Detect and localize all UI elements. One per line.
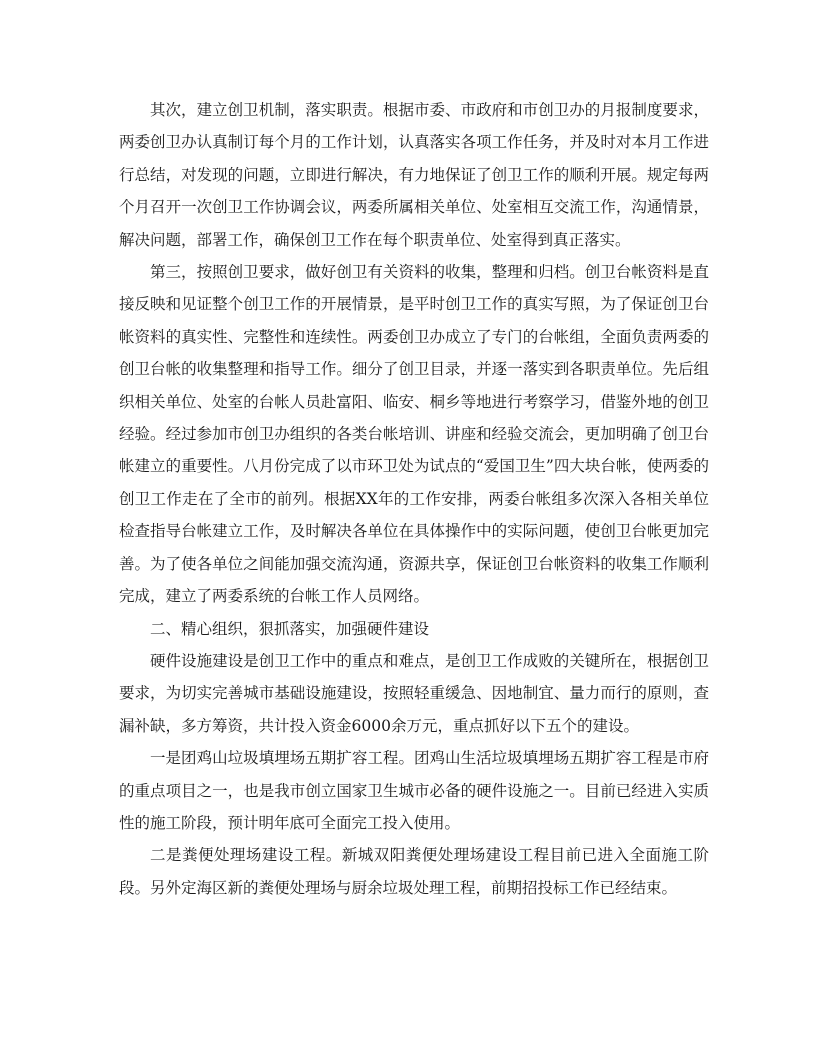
paragraph-mechanism: 其次，建立创卫机制，落实职责。根据市委、市政府和市创卫办的月报制度要求，两委创卫办认真制订每个月的工作计划，认真落实各项工作任务，并及时对本月工作进行总结，对发现的问题，立即进行解决，有力地保证了创卫工作的顺利开展。规定每两个月召开一次创卫工作协调会议，两委所属相关单位、处室相互交流工作，沟通情景，解决问题，部署工作，确保创卫工作在每个职责单位、处室得到真正落实。 xyxy=(119,101,709,249)
section-heading: 二、精心组织，狠抓落实，加强硬件建设 xyxy=(150,619,430,638)
paragraph-hardware: 硬件设施建设是创卫工作中的重点和难点，是创卫工作成败的关键所在，根据创卫要求，为切实完善城市基础设施建设，按照轻重缓急、因地制宜、量力而行的原则，查漏补缺，多方筹资，共计投入资金6000余万元，重点抓好以下五个的建设。 xyxy=(119,651,709,735)
document-page xyxy=(119,94,709,904)
paragraph-sewage: 二是粪便处理场建设工程。新城双阳粪便处理场建设工程目前已进入全面施工阶段。另外定海区新的粪便处理场与厨余垃圾处理工程，前期招投标工作已经结束。 xyxy=(119,846,709,897)
paragraph-landfill: 一是团鸡山垃圾填埋场五期扩容工程。团鸡山生活垃圾填埋场五期扩容工程是市府的重点项目之一，也是我市创立国家卫生城市必备的硬件设施之一。目前已经进入实质性的施工阶段，预计明年底可全面完工投入使用。 xyxy=(119,749,709,832)
paragraph-records: 第三，按照创卫要求，做好创卫有关资料的收集，整理和归档。创卫台帐资料是直接反映和见证整个创卫工作的开展情景，是平时创卫工作的真实写照，为了保证创卫台帐资料的真实性、完整性和连续性。两委创卫办成立了专门的台帐组，全面负责两委的创卫台帐的收集整理和指导工作。细分了创卫目录，并逐一落实到各职责单位。先后组织相关单位、处室的台帐人员赴富阳、临安、桐乡等地进行考察学习，借鉴外地的创卫经验。经过参加市创卫办组织的各类台帐培训、讲座和经验交流会，更加明确了创卫台帐建立的重要性。八月份完成了以市环卫处为试点的“爱国卫生”四大块台帐，使两委的创卫工作走在了全市的前列。根据XX年的工作安排，两委台帐组多次深入各相关单位检查指导台帐建立工作，及时解决各单位在具体操作中的实际问题，使创卫台帐更加完善。为了使各单位之间能加强交流沟通，资源共享，保证创卫台帐资料的收集工作顺利完成，建立了两委系统的台帐工作人员网络。 xyxy=(119,263,709,606)
